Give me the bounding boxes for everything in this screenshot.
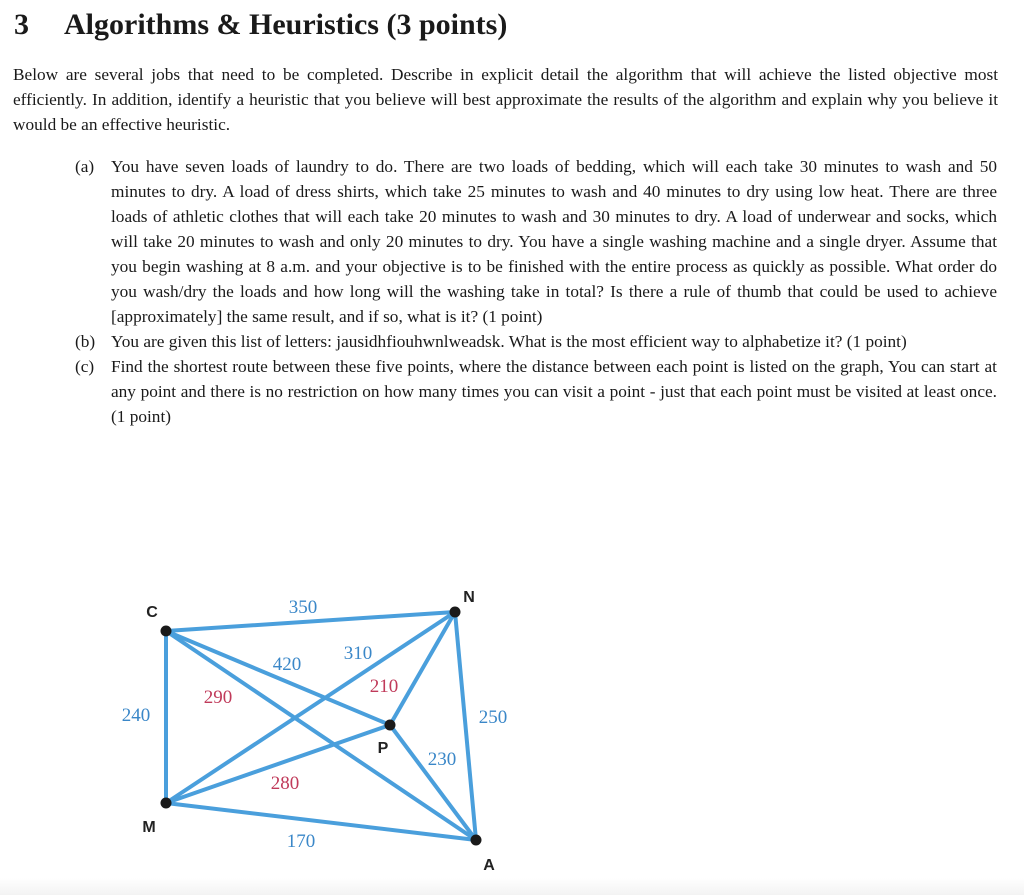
- edge-n-p: [390, 612, 455, 725]
- route-graph: [100, 575, 530, 880]
- node-a-point: [471, 835, 482, 846]
- node-n-point: [450, 607, 461, 618]
- weight-m-n: 310: [343, 643, 373, 664]
- part-a: [0, 154, 1024, 329]
- part-a-label: (a): [75, 157, 95, 176]
- weight-c-a: 420: [272, 654, 302, 675]
- node-c-label: C: [146, 604, 158, 621]
- part-b: [0, 329, 1024, 354]
- part-a-text: You have seven loads of laundry to do. There are two loads of bedding, which will each take 30 minutes to wash and 50 minutes to dry. A load of dress shirts, which take 25 minutes to wash and 40 minutes to dry using low heat. There are three loads of athletic clothes that will each take 20 minutes to wash and 30 minutes to dry. A load of underwear and socks, which will take 20 minutes to wash and only 20 minutes to dry. You have a single washing machine and a single dryer. Assume that you begin washing at 8 a.m. and your objective is to be finished with the entire process as quickly as possible. What order do you wash/dry the loads and how long will the washing take in total? Is there a rule of thumb that could be used to achieve [approximately] the same result, and if so, what is it? (1 point): [111, 157, 997, 326]
- part-c-text: Find the shortest route between these five points, where the distance between each point is listed on the graph, You can start at any point and there is no restriction on how many times you can visit a point - just that each point must be visited at least once. (1 point): [111, 357, 997, 426]
- section-number: 3: [14, 8, 29, 41]
- part-b-text: You are given this list of letters: jausidhfiouhwnlweadsk. What is the most efficient way to alphabetize it? (1 point): [111, 332, 907, 351]
- parts-list: [0, 154, 1024, 429]
- weight-m-a: 170: [286, 831, 316, 852]
- weight-p-a: 230: [427, 749, 457, 770]
- weight-n-a: 250: [478, 707, 508, 728]
- section-heading: [14, 8, 507, 42]
- edge-n-a: [455, 612, 476, 840]
- intro-paragraph: Below are several jobs that need to be completed. Describe in explicit detail the algorithm that will achieve the listed objective most efficiently. In addition, identify a heuristic that you believe will best approximate the results of the algorithm and explain why you believe it would be an effective heuristic.: [13, 65, 998, 134]
- node-n-label: N: [463, 589, 475, 606]
- weight-c-p: 290: [203, 687, 233, 708]
- section-title: Algorithms & Heuristics (3 points): [64, 8, 508, 41]
- weight-c-n: 350: [288, 597, 318, 618]
- bottom-fade: [0, 878, 1024, 895]
- node-m-label: M: [142, 819, 156, 836]
- node-p-point: [385, 720, 396, 731]
- node-a-label: A: [483, 857, 495, 874]
- part-b-label: (b): [75, 332, 96, 351]
- part-c-label: (c): [75, 357, 95, 376]
- node-c-point: [161, 626, 172, 637]
- part-c: [0, 354, 1024, 429]
- weight-m-p: 280: [270, 773, 300, 794]
- node-p-label: P: [377, 740, 389, 757]
- weight-c-m: 240: [121, 705, 151, 726]
- edge-p-a: [390, 725, 476, 840]
- node-m-point: [161, 798, 172, 809]
- weight-n-p: 210: [369, 676, 399, 697]
